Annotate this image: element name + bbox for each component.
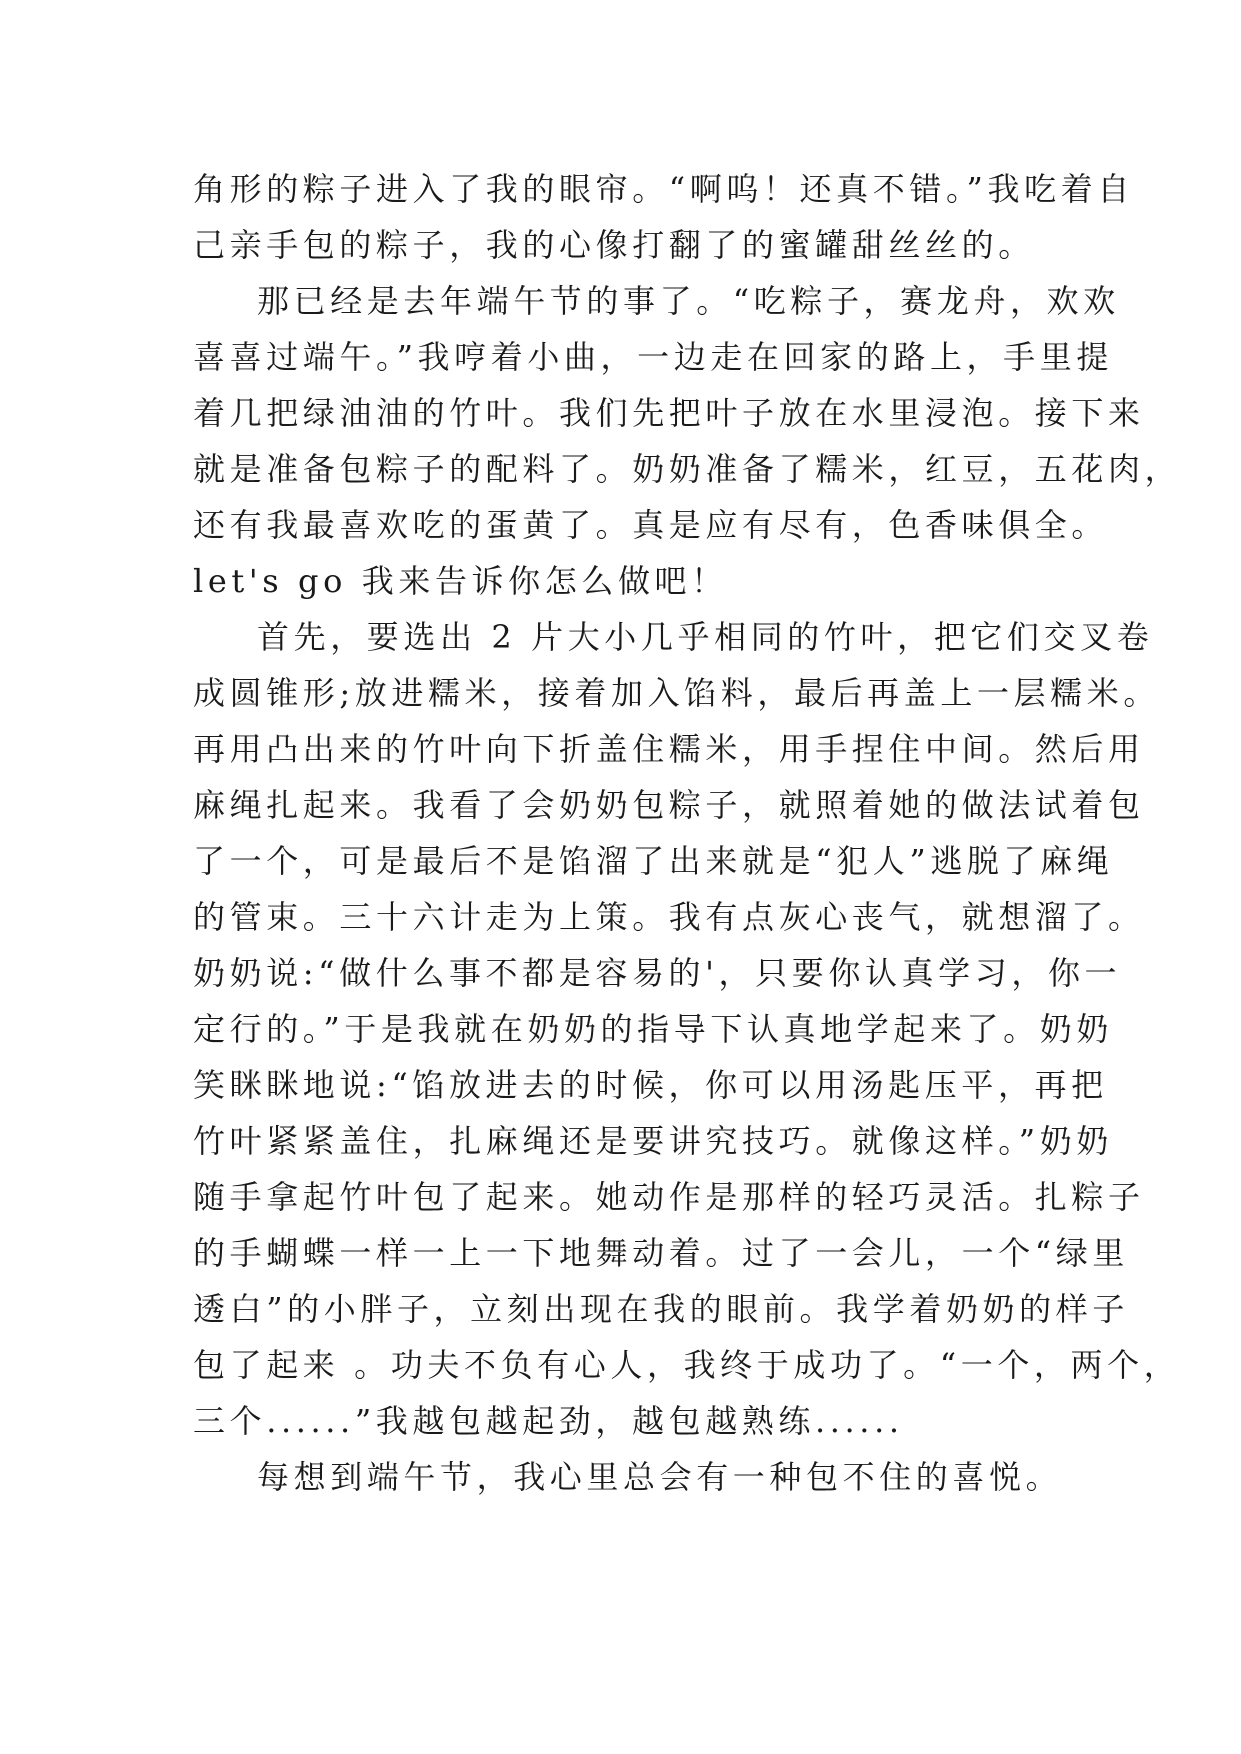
text-line: let's go 我来告诉你怎么做吧！ (193, 562, 728, 600)
text-line: 再用凸出来的竹叶向下折盖住糯米，用手捏住中间。然后用 (193, 730, 1145, 768)
text-line: 奶奶说:“做什么事不都是容易的'，只要你认真学习，你一 (193, 954, 1122, 992)
paragraph-first-line: 每想到端午节，我心里总会有一种包不住的喜悦。 (257, 1458, 1063, 1496)
text-line: 定行的。”于是我就在奶奶的指导下认真地学起来了。奶奶 (193, 1010, 1113, 1048)
paragraph-first-line: 首先，要选出 2 片大小几乎相同的竹叶，把它们交叉卷 (257, 618, 1154, 656)
text-line: 角形的粽子进入了我的眼帘。“啊呜！还真不错。”我吃着自 (193, 170, 1134, 208)
text-line: 成圆锥形;放进糯米，接着加入馅料，最后再盖上一层糯米。 (193, 674, 1160, 712)
text-line: 了一个，可是最后不是馅溜了出来就是“犯人”逃脱了麻绳 (193, 842, 1114, 880)
text-line: 随手拿起竹叶包了起来。她动作是那样的轻巧灵活。扎粽子 (193, 1178, 1145, 1216)
text-line: 麻绳扎起来。我看了会奶奶包粽子，就照着她的做法试着包 (193, 786, 1145, 824)
text-line: 还有我最喜欢吃的蛋黄了。真是应有尽有，色香味俱全。 (193, 506, 1109, 544)
text-line: 己亲手包的粽子，我的心像打翻了的蜜罐甜丝丝的。 (193, 226, 1035, 264)
text-line: 着几把绿油油的竹叶。我们先把叶子放在水里浸泡。接下来 (193, 394, 1145, 432)
paragraph-first-line: 那已经是去年端午节的事了。“吃粽子，赛龙舟，欢欢 (257, 282, 1120, 320)
text-line: 的管束。三十六计走为上策。我有点灰心丧气，就想溜了。 (193, 898, 1145, 936)
text-line: 就是准备包粽子的配料了。奶奶准备了糯米，红豆，五花肉， (193, 450, 1182, 488)
text-line: 笑眯眯地说:“馅放进去的时候，你可以用汤匙压平，再把 (193, 1066, 1108, 1104)
text-line: 包了起来 。功夫不负有心人，我终于成功了。“一个，两个， (193, 1346, 1181, 1384)
text-line: 透白”的小胖子，立刻出现在我的眼前。我学着奶奶的样子 (193, 1290, 1129, 1328)
text-line: 三个......”我越包越起劲，越包越熟练...... (193, 1402, 904, 1440)
text-line: 竹叶紧紧盖住，扎麻绳还是要讲究技巧。就像这样。”奶奶 (193, 1122, 1113, 1160)
text-line: 喜喜过端午。”我哼着小曲，一边走在回家的路上，手里提 (193, 338, 1113, 376)
text-line: 的手蝴蝶一样一上一下地舞动着。过了一会儿，一个“绿里 (193, 1234, 1129, 1272)
